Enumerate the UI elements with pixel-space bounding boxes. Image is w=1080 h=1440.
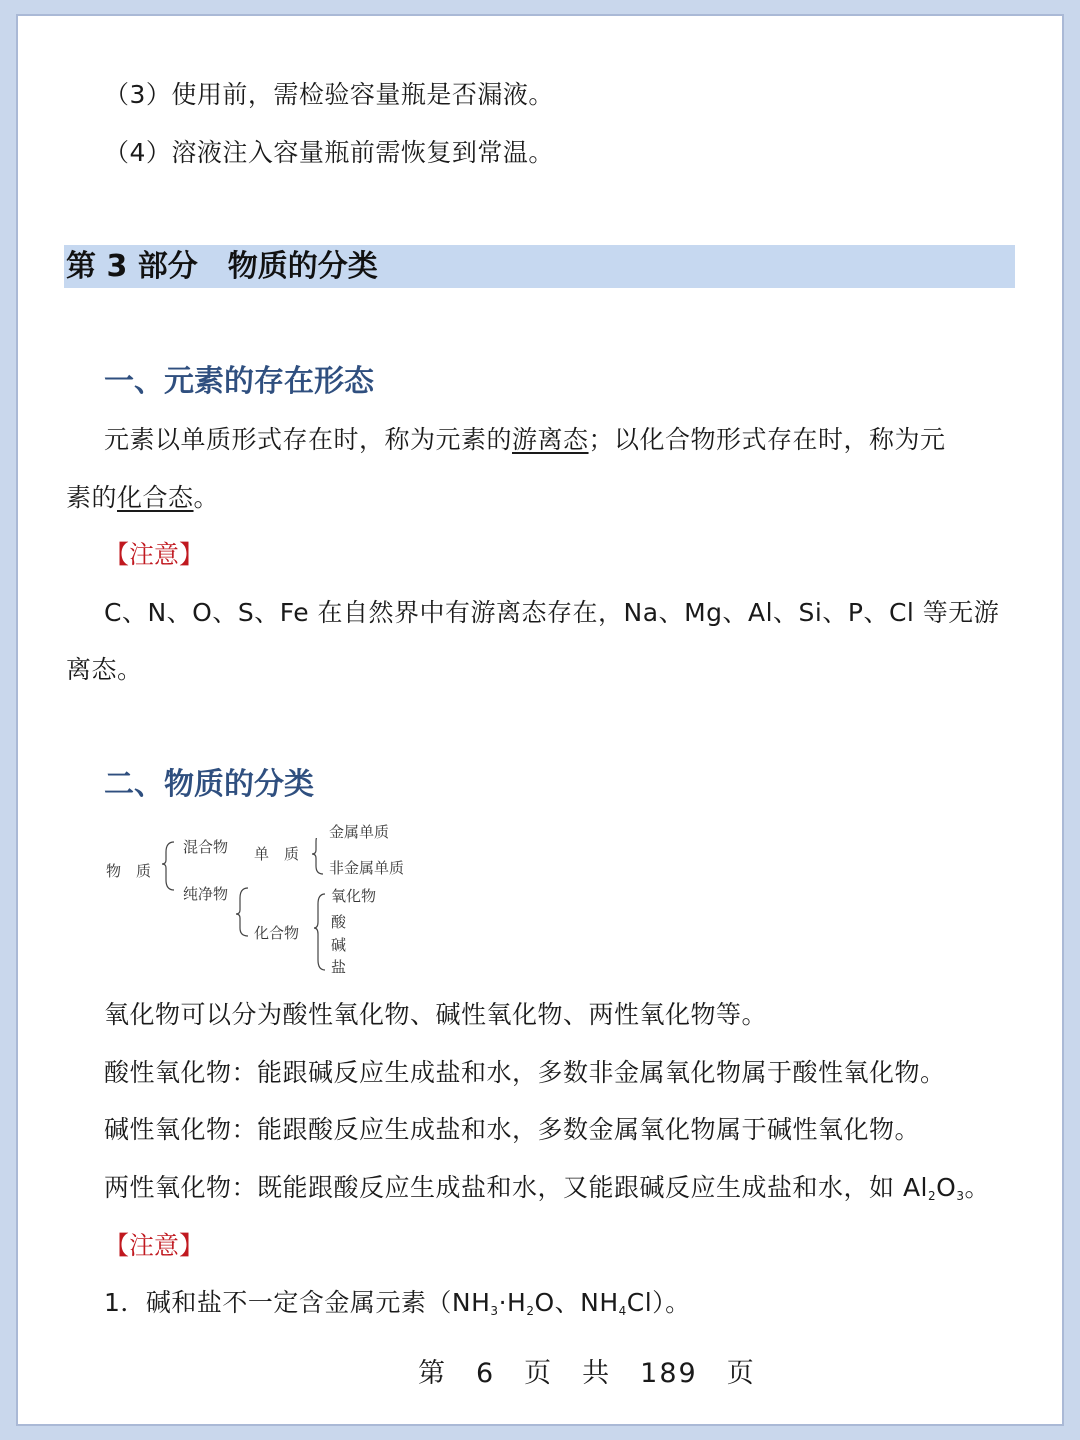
note2-c: O、NH	[534, 1288, 619, 1317]
oxide-line1: 氧化物可以分为酸性氧化物、碱性氧化物、两性氧化物等。	[104, 1000, 768, 1029]
tree-pure: 纯净物	[183, 885, 229, 903]
para1-text-d: 。	[193, 483, 220, 512]
note1-line1: C、N、O、S、Fe 在自然界中有游离态存在，Na、Mg、Al、Si、P、Cl 等无游	[104, 598, 1000, 627]
tree-acid: 酸	[331, 913, 347, 931]
item-3-text: （3）使用前，需检验容量瓶是否漏液。	[104, 80, 554, 109]
para1-text-b: ；以化合物形式存在时，称为元	[588, 425, 946, 454]
oxide-line4-b: O	[936, 1173, 957, 1202]
note2-sub2: 2	[526, 1304, 535, 1318]
item-4-text: （4）溶液注入容量瓶前需恢复到常温。	[104, 138, 554, 167]
heading-part2: 二、物质的分类	[104, 767, 314, 802]
section-title: 第 3 部分 物质的分类	[66, 249, 378, 284]
tree-root: 物 质	[106, 862, 152, 880]
page-footer: 第 6 页 共 189 页	[418, 1358, 756, 1389]
note1-line2: 离态。	[66, 655, 143, 684]
tree-nonmetal: 非金属单质	[329, 859, 405, 877]
para1-line2	[66, 481, 219, 515]
tree-salt: 盐	[331, 958, 347, 976]
heading-part1: 一、元素的存在形态	[104, 364, 374, 399]
para1-text-c: 素的	[66, 483, 118, 512]
document-page	[16, 14, 1064, 1426]
note2-d: Cl）。	[626, 1288, 691, 1317]
tree-element: 单 质	[254, 845, 300, 863]
note2-sub1: 3	[490, 1304, 499, 1318]
note2-sub3: 4	[618, 1304, 627, 1318]
tree-mixture: 混合物	[183, 838, 229, 856]
note2-b: ·H	[498, 1288, 527, 1317]
note2-line1	[104, 1286, 691, 1328]
term-free-state: 游离态	[512, 425, 589, 454]
oxide-line2: 酸性氧化物：能跟碱反应生成盐和水，多数非金属氧化物属于酸性氧化物。	[104, 1058, 946, 1087]
note-label-2: 【注意】	[104, 1231, 205, 1260]
tree-oxide: 氧化物	[331, 887, 377, 905]
note-label-1: 【注意】	[104, 540, 205, 569]
oxide-line4-c: 。	[964, 1173, 990, 1202]
sub-2: 2	[928, 1189, 937, 1203]
tree-compound: 化合物	[254, 924, 300, 942]
oxide-line3: 碱性氧化物：能跟酸反应生成盐和水，多数金属氧化物属于碱性氧化物。	[104, 1115, 921, 1144]
term-combined-state: 化合态	[117, 483, 194, 512]
oxide-line4-a: 两性氧化物：既能跟酸反应生成盐和水，又能跟碱反应生成盐和水，如 Al	[104, 1173, 928, 1202]
sub-3: 3	[956, 1189, 965, 1203]
para1-text-a: 元素以单质形式存在时，称为元素的	[104, 425, 513, 454]
para1-line1	[104, 423, 946, 457]
oxide-line4	[104, 1171, 990, 1213]
tree-base: 碱	[331, 936, 347, 954]
tree-metal: 金属单质	[329, 823, 390, 841]
note2-a: 1．碱和盐不一定含金属元素（NH	[104, 1288, 491, 1317]
